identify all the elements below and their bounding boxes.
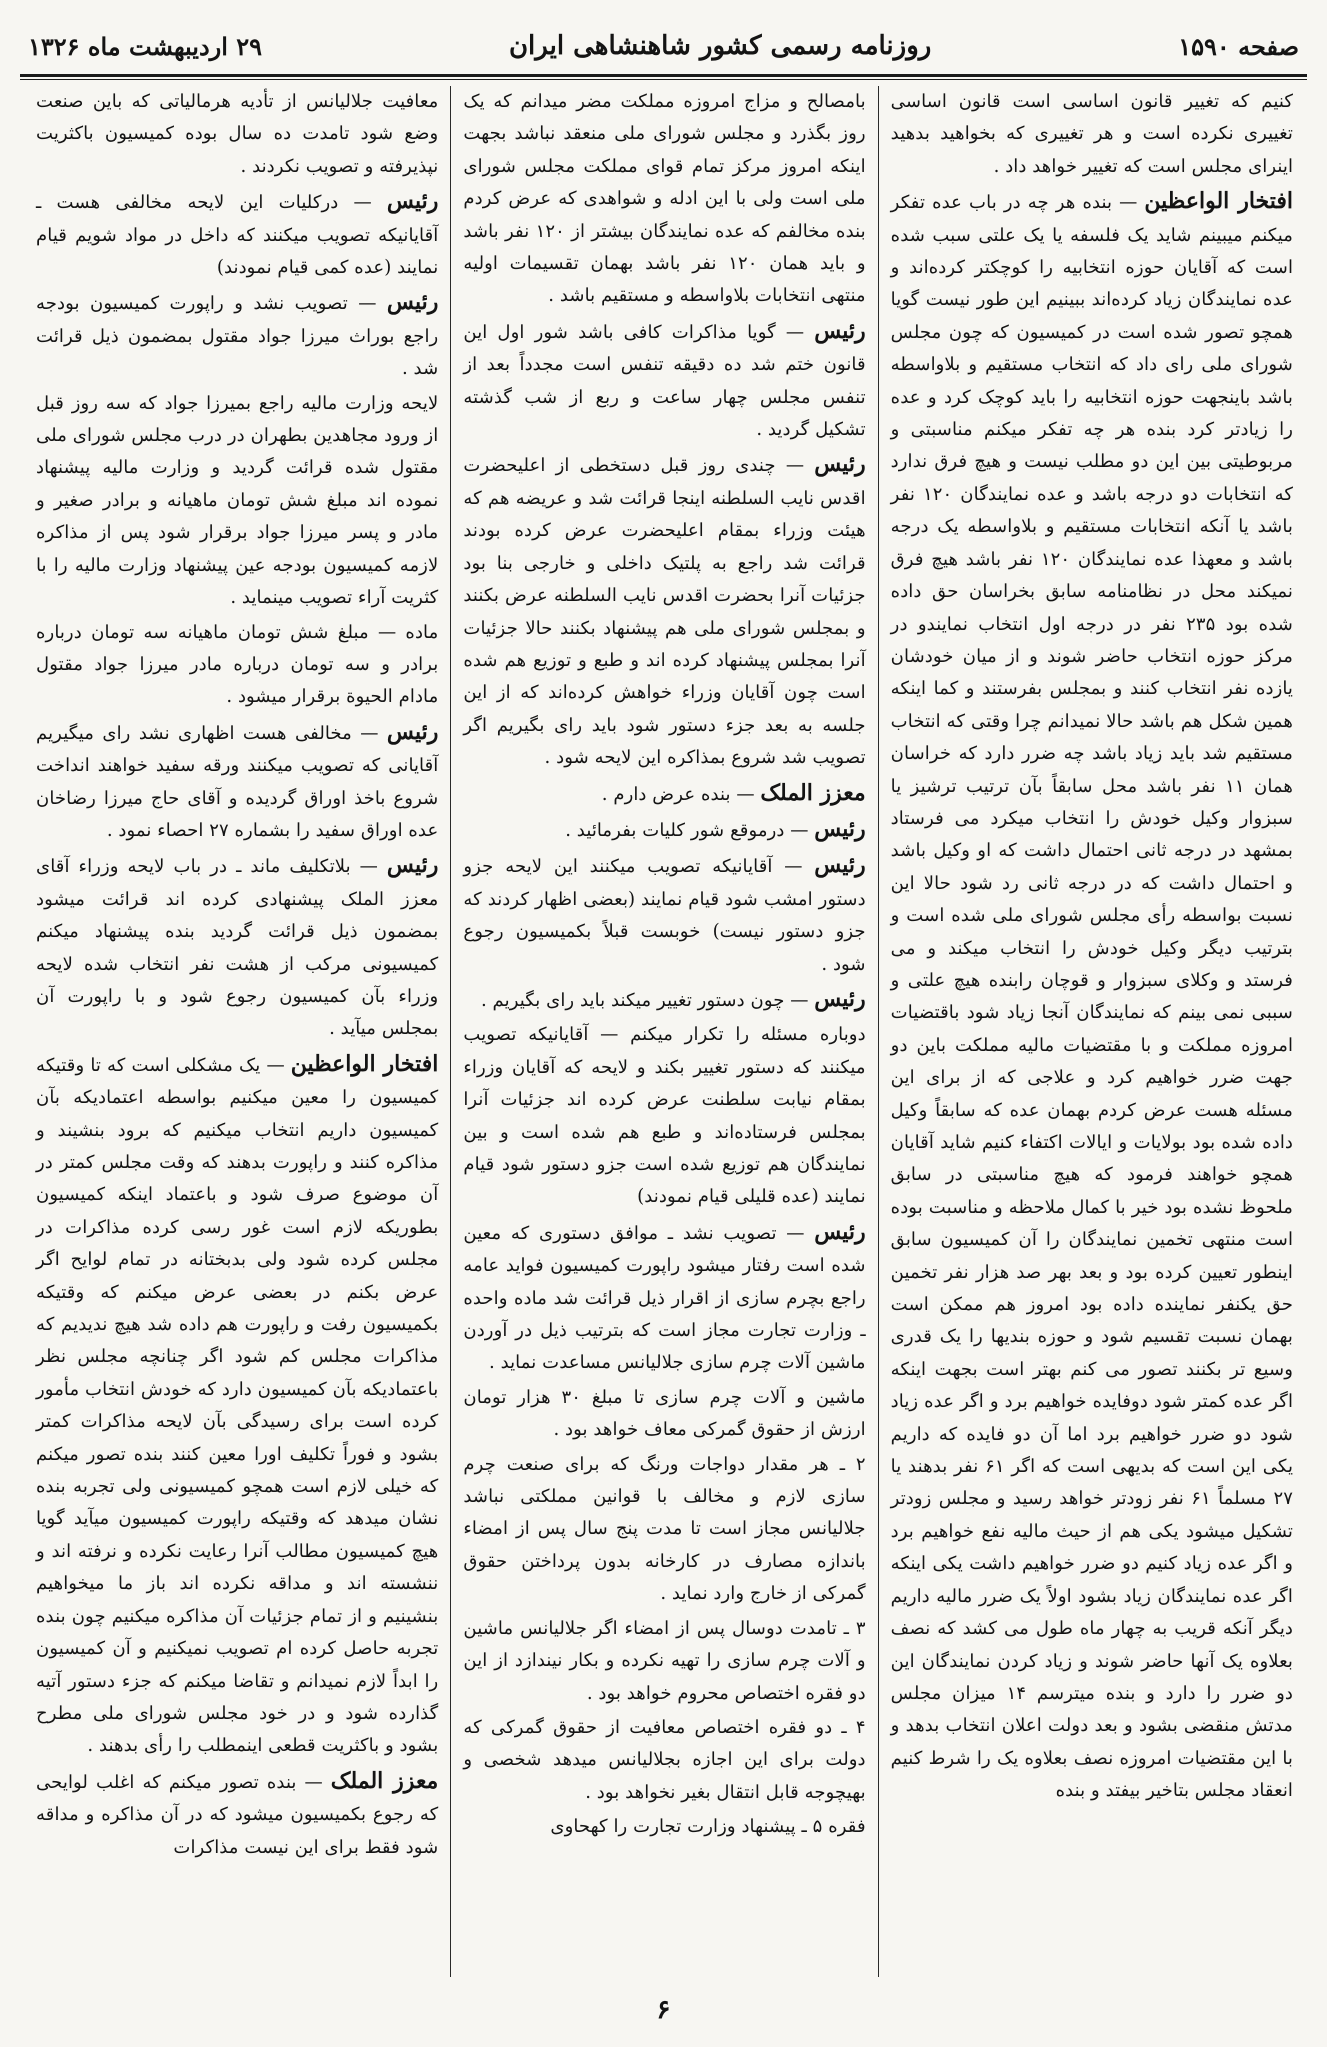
paragraph-text: — گویا مذاکرات کافی باشد شور اول این قانون ختم شد ده دقیقه تنفس است مجدداً بعد از تنفس مجلس چهار ساعت و ربع از شب گذشته تشکیل گردید .	[463, 321, 866, 441]
paragraph-text: فقره ۵ ـ پیشنهاد وزارت تجارت را کهحاوی	[550, 1816, 866, 1838]
speaker-name: رئیس	[814, 852, 866, 879]
speaker-name: رئیس	[814, 1218, 866, 1245]
paragraph-text: — تصویب نشد ـ موافق دستوری که معین شده است رفتار میشود راپورت کمیسیون فواید عامه راجع بچرم سازی از اقرار ذیل قرائت شد ماده واحده ـ وزارت تجارت مجاز است که بترتیب ذیل در آوردن ماشین آلات چرم سازی جلالیانس مساعدت نماید .	[463, 1222, 866, 1374]
paragraph	[463, 315, 865, 447]
paragraph-text: — تصویب نشد و راپورت کمیسیون بودجه راجع بوراث میرزا جواد مقتول بمضمون ذیل قرائت شد .	[36, 293, 439, 380]
paragraph	[463, 86, 865, 313]
issue-date: ۲۹ اردیبهشت ماه ۱۳۲۶	[28, 31, 263, 61]
header-rule-thin	[20, 79, 1307, 80]
paragraph-text: — بنده هر چه در باب عده تفکر میکنم میبینم شاید یک فلسفه یا یک علتی سبب شده است که آقایان حوزه انتخابیه را کوچکتر کرده‌اند و عده نمایندگان زیاد کرده‌اند ببینیم این طور نیست گویا همچو تصور شده است در کمیسیون که چون مجلس شورای ملی رای داد که انتخاب مستقیم و بلاواسطه باشد باینجهت حوزه انتخابیه را باید کوچک کرد و عده را زیادتر کرد بنده هر چه تفکر میکنم مناسبتی و مربوطیتی بین این دو مطلب نیست و هیچ فرق ندارد که انتخابات دو درجه باشد و عده نمایندگان ۱۲۰ نفر باشد یا آنکه انتخابات مستقیم و بلاواسطه یک درجه باشد و معهذا عده نمایندگان ۱۲۰ نفر باشد هیچ فرق نمیکند محل در نظامنامه سابق بخراسان حق داده شده بود ۲۳۵ نفر در درجه اول انتخاب نمایندو در مرکز حوزه انتخاب حاضر شوند و از میان خودشان یازده نفر انتخاب کنند و بمجلس بفرستند و کما اینکه همین شکل هم باشد حالا نمیدانم چرا وقتی که انتخاب مستقیم شد باید زیاد باشد چه ضرر دارد که خراسان همان ۱۱ نفر باشد محل سابقاً بآن ترتیب ترشیز یا سبزوار وکیل خودش را انتخاب میکرد می فرستاد بمشهد در درجه ثانی احتمال داشت که او وکیل باشد و احتمال داشت که در درجه ثانی رد شود حالا این نسبت بواسطه رأی مجلس شورای ملی شده است و بترتیب دیگر وکیل خودش را انتخاب میکند و می فرستد و وکلای سبزوار و قوچان رابنده هیچ علتی و سببی نمی بینم که نمایندگان آنجا زیاد شود باقتضیات امروزه مملکت و با مقتضیات مالیه مملکت باین دو جهت ضرر خواهیم کرد و علاجی که از برای این مسئله هست عرض کردم بهمان عده که سابقاً وکیل داده شده بود بولایات و ایالات اکتفاء کنیم شاید آقایان همچو خواهند فرمود که هیچ مناسبتی در سابق ملحوظ نشده بود خیر با کمال ملاحظه و مناسبت بوده است منتهی تخمین نمایندگان را آن کمیسیون سابق اینطور تعیین کرده بود و بعد بهر صد هزار نفر تخمین حق یکنفر نماینده داده بود امروز هم ممکن است بهمان نسبت تقسیم شود و حوزه بندیها را یک قدری وسیع تر بکنند تصور می کنم بهتر است بجهت اینکه اگر عده کمتر شود دوفایده خواهیم برد و اگر عده زیاد شود دو ضرر خواهیم برد اما آن دو فایده که داریم یکی این است که بدیهی است که اگر ۶۱ نفر بدهند یا ۲۷ مسلماً ۶۱ نفر زودتر خواهد رسید و مجلس زودتر تشکیل میشود یکی هم از حیث مالیه نفع خواهیم برد و اگر عده زیاد کنیم دو ضرر خواهیم داشت یکی اینکه اگر عده نمایندگان زیاد بشود اولاً یک ضرر مالیه داریم دیگر آنکه قریب به چهار ماه طول می کشد که نصف بعلاوه یک آنها حاضر شوند و زیاد کردن نمایندگان این دو ضرر را دارد و بنده میترسم ۱۴ میزان مجلس مدتش منقضی بشود و بعد دولت اعلان انتخاب بدهد و با این مقتضیات امروزه نصف بعلاوه یک را شرط کنیم انعقاد مجلس بتاخیر بیفتد و بنده	[890, 192, 1294, 1802]
speaker-name: افتخار الواعظین	[290, 1050, 439, 1077]
paragraph-text: ۴ ـ دو فقره اختصاص معافیت از حقوق گمرکی که دولت برای این اجازه بجلالیانس میدهد شخصی و بهیچوجه قابل انتقال بغیر نخواهد بود .	[463, 1716, 866, 1803]
paragraph-text: ۳ ـ تامدت دوسال پس از امضاء اگر جلالیانس ماشین و آلات چرم سازی را تهیه نکرده و بکار نیندازد از این دو فقره اختصاص محروم خواهد بود .	[463, 1617, 866, 1704]
column-left	[24, 86, 450, 1977]
speaker-name: رئیس	[386, 188, 439, 215]
paragraph	[463, 849, 865, 981]
paragraph-text: — بلاتکلیف ماند ـ در باب لایحه وزراء آقای معزز الملک پیشنهادی کرده اند قرائت میشود بمضمون ذیل قرائت گردید بنده پیشنهاد میکنم کمیسیونی مرکب از هشت نفر انتخاب شده لایحه وزراء بآن کمیسیون رجوع شود و با راپورت آن بمجلس میآید .	[36, 856, 439, 1040]
paragraph-text: ماشین و آلات چرم سازی تا مبلغ ۳۰ هزار تومان ارزش از حقوق گمرکی معاف خواهد بود .	[463, 1386, 866, 1441]
paragraph	[36, 617, 438, 714]
paragraph	[891, 86, 1293, 183]
paragraph	[463, 1019, 865, 1213]
column-right	[878, 86, 1305, 1977]
paragraph-text: کنیم که تغییر قانون اساسی است قانون اساسی تغییری نکرده است و هر تغییری که بخواهید بدهید اینرای مجلس است که تغییر خواهد داد .	[890, 91, 1293, 177]
paragraph	[463, 1712, 865, 1809]
speaker-name: رئیس	[386, 852, 439, 879]
paragraph	[463, 448, 865, 774]
page-header	[28, 24, 1299, 68]
speaker-name: رئیس	[814, 317, 866, 344]
paragraph	[463, 1449, 865, 1611]
speaker-name: معزز الملک	[330, 1767, 439, 1794]
paragraph	[36, 1765, 438, 1864]
paragraph-text: — بنده تصور میکنم که اغلب لوایحی که رجوع بکمیسیون میشود که در آن مذاکره و مداقه شود فقط برای این نیست مذاکرات	[36, 1771, 439, 1858]
paragraph	[463, 777, 865, 811]
paragraph	[36, 185, 438, 284]
page-number: ۶	[656, 1995, 671, 2025]
paragraph	[463, 813, 865, 847]
paragraph	[463, 1216, 865, 1380]
paragraph-text: لایحه وزارت مالیه راجع بمیرزا جواد که سه روز قبل از ورود مجاهدین بطهران در درب مجلس شورای ملی مقتول شده قرائت گردید و وزارت مالیه پیشنهاد نموده اند مبلغ شش تومان ماهیانه و برادر صغیر و مادر و پسر میرزا جواد برقرار شود پس از مذاکره لازمه کمیسیون بودجه عین پیشنهاد وزارت مالیه را با کثریت آراء تصویب مینماید .	[36, 392, 439, 609]
paragraph-text: — درموقع شور کلیات بفرمائید .	[565, 819, 809, 841]
paragraph-text: دوباره مسئله را تکرار میکنم — آقایانیکه تصویب میکنند که دستور تغییر بکند و لایحه که آقایان وزراء بمقام نیابت سلطنت عرض کرده اند جزئیات آنرا بمجلس فرستاده‌اند و طبع هم شده است و بین نمایندگان هم توزیع شده است جزو دستور شود قیام نمایند (عده قلیلی قیام نمودند)	[463, 1024, 866, 1208]
paragraph-text: — یک مشکلی است که تا وقتیکه کمیسیون را معین میکنیم بواسطه اعتمادیکه بآن کمیسیون داریم انتخاب میکنیم که برود بنشیند و مذاکره کنند و راپورت بدهند که وقت مجلس کمتر در آن موضوع صرف شود و باعتماد اینکه کمیسیون بطوریکه لازم است غور رسی کرده مذاکرات در مجلس کرده شود ولی بدبختانه در تمام لوایح اگر عرض بکنم در بعضی عرض میکنم که وقتیکه بکمیسیون رفت و راپورت هم داده شد هیچ ندیدیم که مذاکرات مجلس کم شود اگر چنانچه مجلس نظر باعتمادیکه بآن کمیسیون دارد که خودش انتخاب مأمور کرده است برای رسیدگی بآن لایحه مذاکرات کمتر بشود و فوراً تکلیف اورا معین کنند بنده تصور میکنم که خیلی لازم است همچو کمیسیونی ولی تجربه بنده نشان میدهد که وقتیکه راپورت کمیسیون میآید گویا هیچ کمیسیون مطالب آنرا رعایت نکرده و نرفته اند و ننشسته اند و مداقه نکرده اند باز ما میخواهیم بنشینیم و از تمام جزئیات آن مذاکره میکنیم چون بنده تجربه حاصل کرده ام تصویب نمیکنیم و آن کمیسیون را ابداً لازم نمیدانم و تقاضا میکنم که جزء دستور آتیه گذارده شود و در خود مجلس شورای ملی مطرح بشود و باکثریت قطعی اینمطلب را رأی بدهند .	[36, 1054, 439, 1757]
newspaper-title: روزنامه رسمی کشور شاهنشاهی ایران	[508, 31, 932, 61]
paragraph	[463, 1613, 865, 1710]
paragraph-text: — چون دستور تغییر میکند باید رای بگیریم .	[480, 989, 809, 1011]
paragraph	[36, 849, 438, 1045]
paragraph-text: — چندی روز قبل دستخطی از اعلیحضرت اقدس نایب السلطنه اینجا قرائت شد و عریضه هم که هیئت وزراء بمقام اعلیحضرت عرض کرده بودند قرائت شد راجع به پلتیک داخلی و خارجی بنا بود جزئیات آنرا بحضرت اقدس نایب السلطنه عرض بکنند و بمجلس شورای ملی هم پیشنهاد بکنند حالا جزئیات آنرا بمجلس پیشنهاد کرده اند و طبع و توزیع هم شده است چون آقایان وزراء خواهش کرده‌اند که از این جلسه به بعد جزء دستور شود باید رای بگیریم اگر تصویب شد شروع بمذاکره این لایحه شود .	[463, 455, 866, 769]
paragraph-text: ماده — مبلغ شش تومان ماهیانه سه تومان درباره برادر و سه تومان درباره مادر میرزا جواد مقتول مادام الحیوة برقرار میشود .	[36, 621, 439, 708]
text-columns	[24, 86, 1305, 1977]
speaker-name: رئیس	[814, 451, 866, 478]
speaker-name: رئیس	[386, 718, 439, 745]
paragraph-text: معافیت جلالیانس از تأدیه هرمالیاتی که باین صنعت وضع شود تامدت ده سال بوده کمیسیون باکثریت نپذیرفته و تصویب نکردند .	[36, 91, 439, 177]
paragraph	[36, 86, 438, 183]
paragraph	[36, 388, 438, 615]
paragraph	[891, 185, 1293, 1807]
column-middle	[450, 86, 877, 1977]
paragraph-text: — مخالفی هست اظهاری نشد رای میگیریم آقایانی که تصویب میکنند ورقه سفید خواهند انداخت شروع باخذ اوراق گردیده و آقای حاج میرزا رضاخان عده اوراق سفید را بشماره ۲۷ احصاء نمود .	[36, 722, 439, 841]
paragraph-text: — بنده عرض دارم .	[601, 783, 755, 805]
paragraph-text: — آقایانیکه تصویب میکنند این لایحه جزو دستور امشب شود قیام نمایند (بعضی اظهار کردند که جزو دستور نیست) خوبست قبلاً بکمیسیون رجوع شود .	[463, 856, 866, 975]
speaker-name: رئیس	[814, 985, 866, 1012]
paragraph	[36, 286, 438, 385]
paragraph-text: — درکلیات این لایحه مخالفی هست ـ آقایانیکه تصویب میکنند که داخل در مواد شویم قیام نمایند (عده کمی قیام نمودند)	[36, 192, 439, 279]
paragraph	[463, 1811, 865, 1843]
speaker-name: معزز الملک	[760, 779, 866, 806]
paragraph	[36, 1048, 438, 1763]
paragraph-text: بامصالح و مزاج امروزه مملکت مضر میدانم که یک روز بگذرد و مجلس شورای ملی منعقد نباشد بجهت اینکه امروز مرکز تمام قوای مملکت مجلس شورای ملی است ولی با این ادله و شواهدی که عرض کردم بنده مخالفم که عده نمایندگان بیشتر از ۱۲۰ نفر باشد و باید همان ۱۲۰ نفر باشد بهمان تقسیمات اولیه منتهی انتخابات بلاواسطه و مستقیم باشد .	[463, 91, 866, 307]
paragraph	[463, 983, 865, 1017]
speaker-name: رئیس	[386, 289, 439, 316]
paragraph-text: ۲ ـ هر مقدار دواجات ورنگ که برای صنعت چرم سازی لازم و مخالف با قوانین مملکتی نباشد جلالیانس مجاز است تا مدت پنج سال پس از امضاء باندازه مصارف در کارخانه بدون پرداختن حقوق گمرکی از خارج وارد نماید .	[463, 1453, 866, 1605]
speaker-name: افتخار الواعظین	[1144, 188, 1294, 215]
header-rule	[20, 74, 1307, 77]
page-label: صفحه ۱۵۹۰	[1178, 31, 1299, 61]
paragraph	[463, 1382, 865, 1447]
paragraph	[36, 716, 438, 848]
speaker-name: رئیس	[814, 815, 866, 842]
